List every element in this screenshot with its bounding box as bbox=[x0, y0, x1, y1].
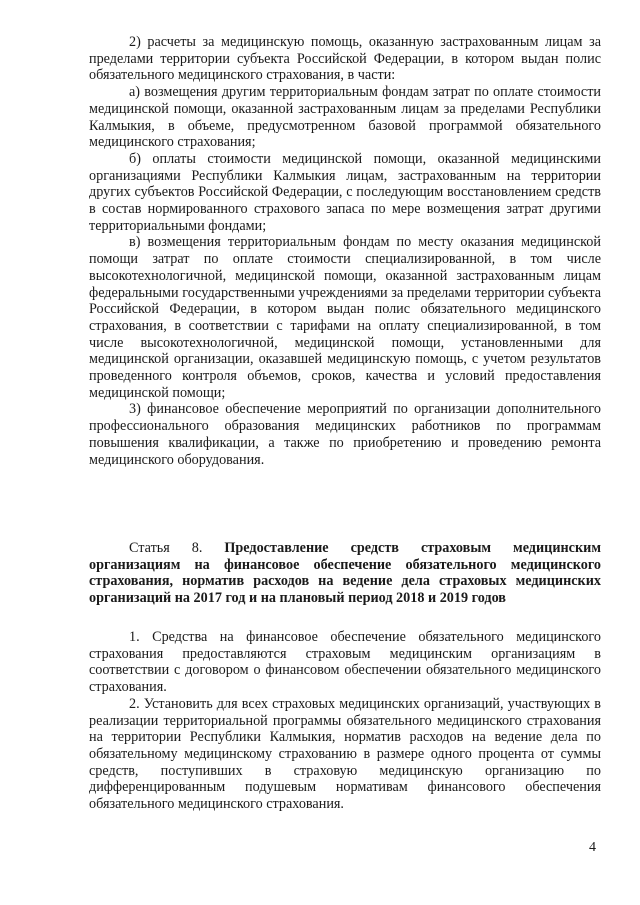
page-number: 4 bbox=[589, 840, 596, 855]
item-v-paragraph: в) возмещения территориальным фондам по месту оказания медицинской помощи затрат по оплате стоимости специализированной, в том числе высокотехнологичной, медицинской помощи, оказанной застрахованным лицам федеральными государственными учреждениями за пределами территории субъекта Российской Федерации, в котором выдан полис обязательного медицинского страхования, в соответствии с тарифами на оплату специализированной, в том числе высокотехнологичной, медицинской помощи, установленными для медицинской организации, оказавшей медицинскую помощь, с учетом результатов проведенного контроля объемов, сроков, качества и условий предоставления медицинской помощи; bbox=[89, 234, 601, 401]
article-paragraph-2: 2. Установить для всех страховых медицинских организаций, участвующих в реализации территориальной программы обязательного медицинского страхования на территории Республики Калмыкия, норматив расходов на ведение дела по обязательному медицинскому страхованию в размере одного процента от суммы средств, поступивших в страховую медицинскую организацию по дифференцированным подушевым нормативам финансового обеспечения обязательного медицинского страхования. bbox=[89, 695, 601, 813]
article-body bbox=[89, 629, 601, 813]
article-paragraph-1: 1. Средства на финансовое обеспечение обязательного медицинского страхования предоставляются страховым медицинским организациям в соответствии с договором о финансовом обеспечении обязательного медицинского страхования. bbox=[89, 629, 601, 696]
item-3-paragraph: 3) финансовое обеспечение мероприятий по организации дополнительного профессионального образования медицинских работников по программам повышения квалификации, а также по приобретению и проведению ремонта медицинского оборудования. bbox=[89, 401, 601, 468]
article-heading bbox=[89, 540, 601, 607]
item-a-paragraph: а) возмещения другим территориальным фондам затрат по оплате стоимости медицинской помощи, оказанной застрахованным лицам за пределами Республики Калмыкия, в объеме, предусмотренном базовой программой обязательного медицинского страхования; bbox=[89, 84, 601, 151]
article-title: Предоставление средств страховым медицинским организациям на финансовое обеспечение обязательного медицинского страхования, норматив расходов на ведение дела страховых медицинских организаций на 2017 год и на плановый период 2018 и 2019 годов bbox=[89, 540, 601, 607]
item-b-paragraph: б) оплаты стоимости медицинской помощи, оказанной медицинскими организациями Республики Калмыкия лицам, застрахованным на территории других субъектов Российской Федерации, с последующим восстановлением средств в состав нормированного страхового запаса по мере возмещения затрат другими территориальными фондами; bbox=[89, 150, 601, 234]
intro-paragraph: 2) расчеты за медицинскую помощь, оказанную застрахованным лицам за пределами территории субъекта Российской Федерации, в котором выдан полис обязательного медицинского страхования, в части: bbox=[89, 34, 601, 84]
body-section bbox=[89, 34, 601, 468]
article-label: Статья 8. bbox=[129, 540, 203, 556]
